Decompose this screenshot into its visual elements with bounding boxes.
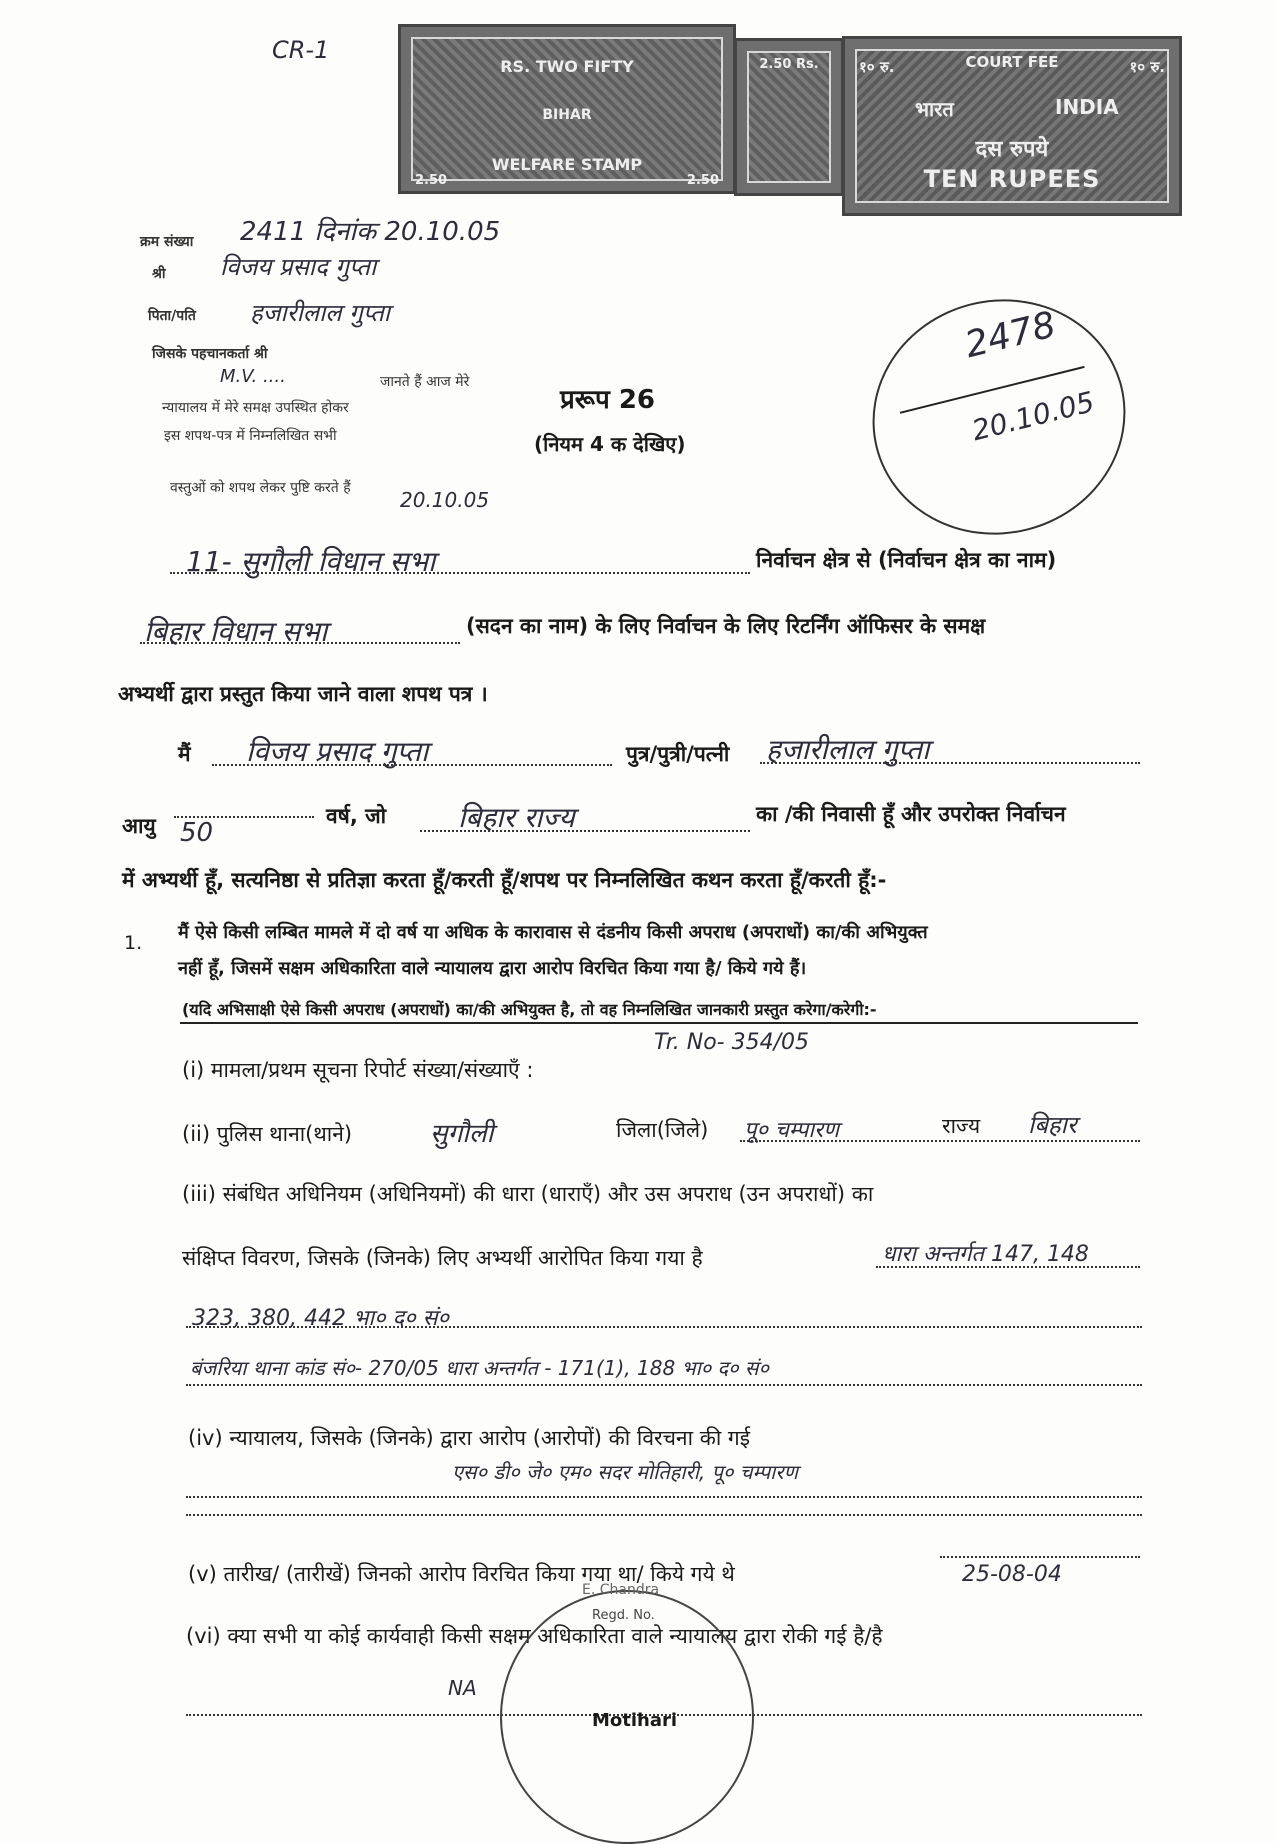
vendor-identifier-value: M.V. ....: [220, 366, 286, 387]
notary-seal: [500, 1582, 754, 1844]
court-dotted-line-2: [186, 1514, 1142, 1516]
vendor-serial-value: 2411 दिनांक 20.10.05: [240, 217, 501, 247]
vendor-name-value: विजय प्रसाद गुप्ता: [220, 253, 377, 281]
vendor-identifier-label: जिसके पहचानकर्ता श्री: [152, 346, 268, 362]
item1-line2: नहीं हूँ, जिसमें सक्षम अधिकारिता वाले न्यायालय द्वारा आरोप विरचित किया गया है/ किये गये हैं।: [178, 958, 807, 979]
small-stamp-value: 2.50 Rs.: [759, 57, 819, 72]
court-fee-side-value-right: १० रु.: [1129, 58, 1165, 76]
welfare-stamp-value-left: 2.50: [415, 173, 448, 188]
candidate-name-dotted-line: [212, 764, 612, 766]
constituency-dotted-line: [170, 572, 750, 574]
resident-dotted-line: [420, 830, 750, 832]
resident-handwritten: बिहार राज्य: [458, 801, 575, 834]
act-sections-handwritten-3: बंजरिया थाना कांड सं०- 270/05 धारा अन्तर्गत - 171(1), 188 भा० द० सं०: [190, 1356, 769, 1380]
vendor-name-label: श्री: [152, 266, 166, 282]
case-number-label: (i) मामला/प्रथम सूचना रिपोर्ट संख्या/संख्याएँ :: [182, 1058, 534, 1082]
affidavit-heading-line: अभ्यर्थी द्वारा प्रस्तुत किया जाने वाला शपथ पत्र ।: [118, 682, 488, 706]
age-handwritten: 50: [180, 818, 214, 848]
case-number-handwritten: Tr. No- 354/05: [654, 1030, 809, 1055]
vendor-father-label: पिता/पति: [148, 308, 196, 324]
house-handwritten: बिहार विधान सभा: [144, 615, 328, 648]
charge-date-label: (v) तारीख/ (तारीखें) जिनको आरोप विरचित किया गया था/ किये गये थे: [188, 1562, 735, 1586]
vendor-serial-label: क्रम संख्या: [140, 234, 194, 250]
vendor-signature-date: 20.10.05: [400, 488, 490, 512]
court-fee-top: COURT FEE: [965, 53, 1059, 71]
welfare-stamp-state: BIHAR: [542, 107, 592, 123]
father-name-handwritten: हजारीलाल गुप्ता: [766, 733, 930, 766]
district-dotted-line: [740, 1140, 1140, 1142]
act-sections-handwritten-2: 323, 380, 442 भा० द० सं०: [192, 1306, 449, 1331]
father-name-dotted-line: [760, 762, 1140, 764]
charge-date-dotted-line: [940, 1556, 1140, 1558]
court-label: (iv) न्यायालय, जिसके (जिनके) द्वारा आरोप (आरोपों) की विरचना की गई: [188, 1426, 751, 1450]
resident-label: का /की निवासी हूँ और उपरोक्त निर्वाचन: [756, 802, 1066, 826]
welfare-stamp-top: RS. TWO FIFTY: [500, 57, 634, 76]
corner-mark: CR-1: [272, 36, 330, 64]
court-fee-country-en: INDIA: [1055, 95, 1119, 119]
vendor-line8: वस्तुओं को शपथ लेकर पुष्टि करते हैं: [170, 480, 351, 496]
act-sections-label: (iii) संबंधित अधिनियम (अधिनियमों) की धारा (धाराएँ) और उस अपराध (उन अपराधों) का: [182, 1182, 874, 1206]
years-label: वर्ष, जो: [326, 804, 387, 828]
age-label: आयु: [122, 814, 156, 838]
welfare-stamp-bottom: WELFARE STAMP: [491, 155, 643, 174]
proceedings-stayed-handwritten: NA: [448, 1676, 477, 1700]
form-subtitle: (नियम 4 क देखिए): [534, 432, 686, 456]
charge-date-handwritten: 25-08-04: [962, 1562, 1062, 1587]
i-label: मैं: [178, 742, 191, 766]
act-dotted-line-2: [186, 1326, 1142, 1328]
vendor-line7: इस शपथ-पत्र में निम्नलिखित सभी: [164, 428, 337, 444]
proceedings-stayed-label: (vi) क्या सभी या कोई कार्यवाही किसी सक्षम अधिकारिता वाले न्यायालय द्वारा रोकी गई है/है: [186, 1624, 883, 1648]
court-dotted-line-1: [186, 1496, 1142, 1498]
act-dotted-line-3: [186, 1384, 1142, 1386]
welfare-stamp-value-right: 2.50: [686, 173, 719, 188]
court-fee-country-hi: भारत: [915, 97, 954, 121]
item1-line1: मैं ऐसे किसी लम्बित मामले में दो वर्ष या अधिक के कारावास से दंडनीय किसी अपराध (अपराधों) का/की अभियुक्त: [178, 922, 928, 943]
district-handwritten: पू० चम्पारण: [744, 1118, 840, 1143]
item1-number: 1.: [124, 932, 143, 954]
police-station-handwritten: सुगौली: [430, 1119, 494, 1149]
circle-stamp-number: 2478: [960, 304, 1060, 367]
circle-stamp-date: 20.10.05: [968, 385, 1098, 448]
seal-name-text: E. Chandra: [582, 1582, 660, 1598]
vendor-father-value: हजारीलाल गुप्ता: [250, 299, 390, 327]
court-fee-stamp: [842, 36, 1182, 216]
seal-regd-text: Regd. No.: [592, 1608, 655, 1623]
district-label: जिला(जिले): [616, 1118, 709, 1142]
constituency-handwritten: 11- सुगौली विधान सभा: [186, 545, 436, 578]
seal-city-text: Motihari: [592, 1710, 678, 1731]
small-stamp: [734, 38, 844, 196]
house-label: (सदन का नाम) के लिए निर्वाचन के लिए रिटर्निंग ऑफिसर के समक्ष: [466, 614, 986, 638]
state-label: राज्य: [942, 1114, 981, 1138]
welfare-stamp: [398, 24, 736, 194]
act-sections-handwritten-1: धारा अन्तर्गत 147, 148: [882, 1242, 1089, 1267]
relation-label: पुत्र/पुत्री/पत्नी: [626, 742, 730, 766]
court-fee-value-hi: दस रुपये: [975, 137, 1049, 162]
court-fee-side-value: १० रु.: [859, 58, 895, 76]
vendor-line5: जानते हैं आज मेरे: [380, 374, 470, 390]
court-handwritten: एस० डी० जे० एम० सदर मोतिहारी, पू० चम्पारण: [452, 1460, 798, 1484]
vendor-line6: न्यायालय में मेरे समक्ष उपस्थित होकर: [162, 400, 349, 416]
court-fee-value-en: TEN RUPEES: [923, 165, 1101, 193]
item1-note-underline: [180, 1022, 1138, 1024]
state-handwritten: बिहार: [1028, 1111, 1077, 1139]
item1-note: (यदि अभिसाक्षी ऐसे किसी अपराध (अपराधों) का/की अभियुक्त है, तो वह निम्नलिखित जानकारी प्रस्तुत करेगा/करेगी:-: [182, 1000, 877, 1019]
constituency-label: निर्वाचन क्षेत्र से (निर्वाचन क्षेत्र का नाम): [756, 548, 1057, 572]
house-dotted-line: [140, 642, 460, 644]
form-title: प्ररूप 26: [560, 385, 655, 415]
oath-line: में अभ्यर्थी हूँ, सत्यनिष्ठा से प्रतिज्ञा करता हूँ/करती हूँ/शपथ पर निम्नलिखित कथन करता हूँ/करती हूँ:-: [122, 868, 887, 892]
act-description-label: संक्षिप्त विवरण, जिसके (जिनके) लिए अभ्यर्थी आरोपित किया गया है: [182, 1246, 703, 1270]
circle-stamp: [847, 273, 1150, 561]
act-dotted-line-1: [876, 1266, 1140, 1268]
police-station-label: (ii) पुलिस थाना(थाने): [182, 1122, 353, 1146]
age-dotted-line: [174, 816, 314, 818]
candidate-name-handwritten: विजय प्रसाद गुप्ता: [246, 735, 429, 768]
